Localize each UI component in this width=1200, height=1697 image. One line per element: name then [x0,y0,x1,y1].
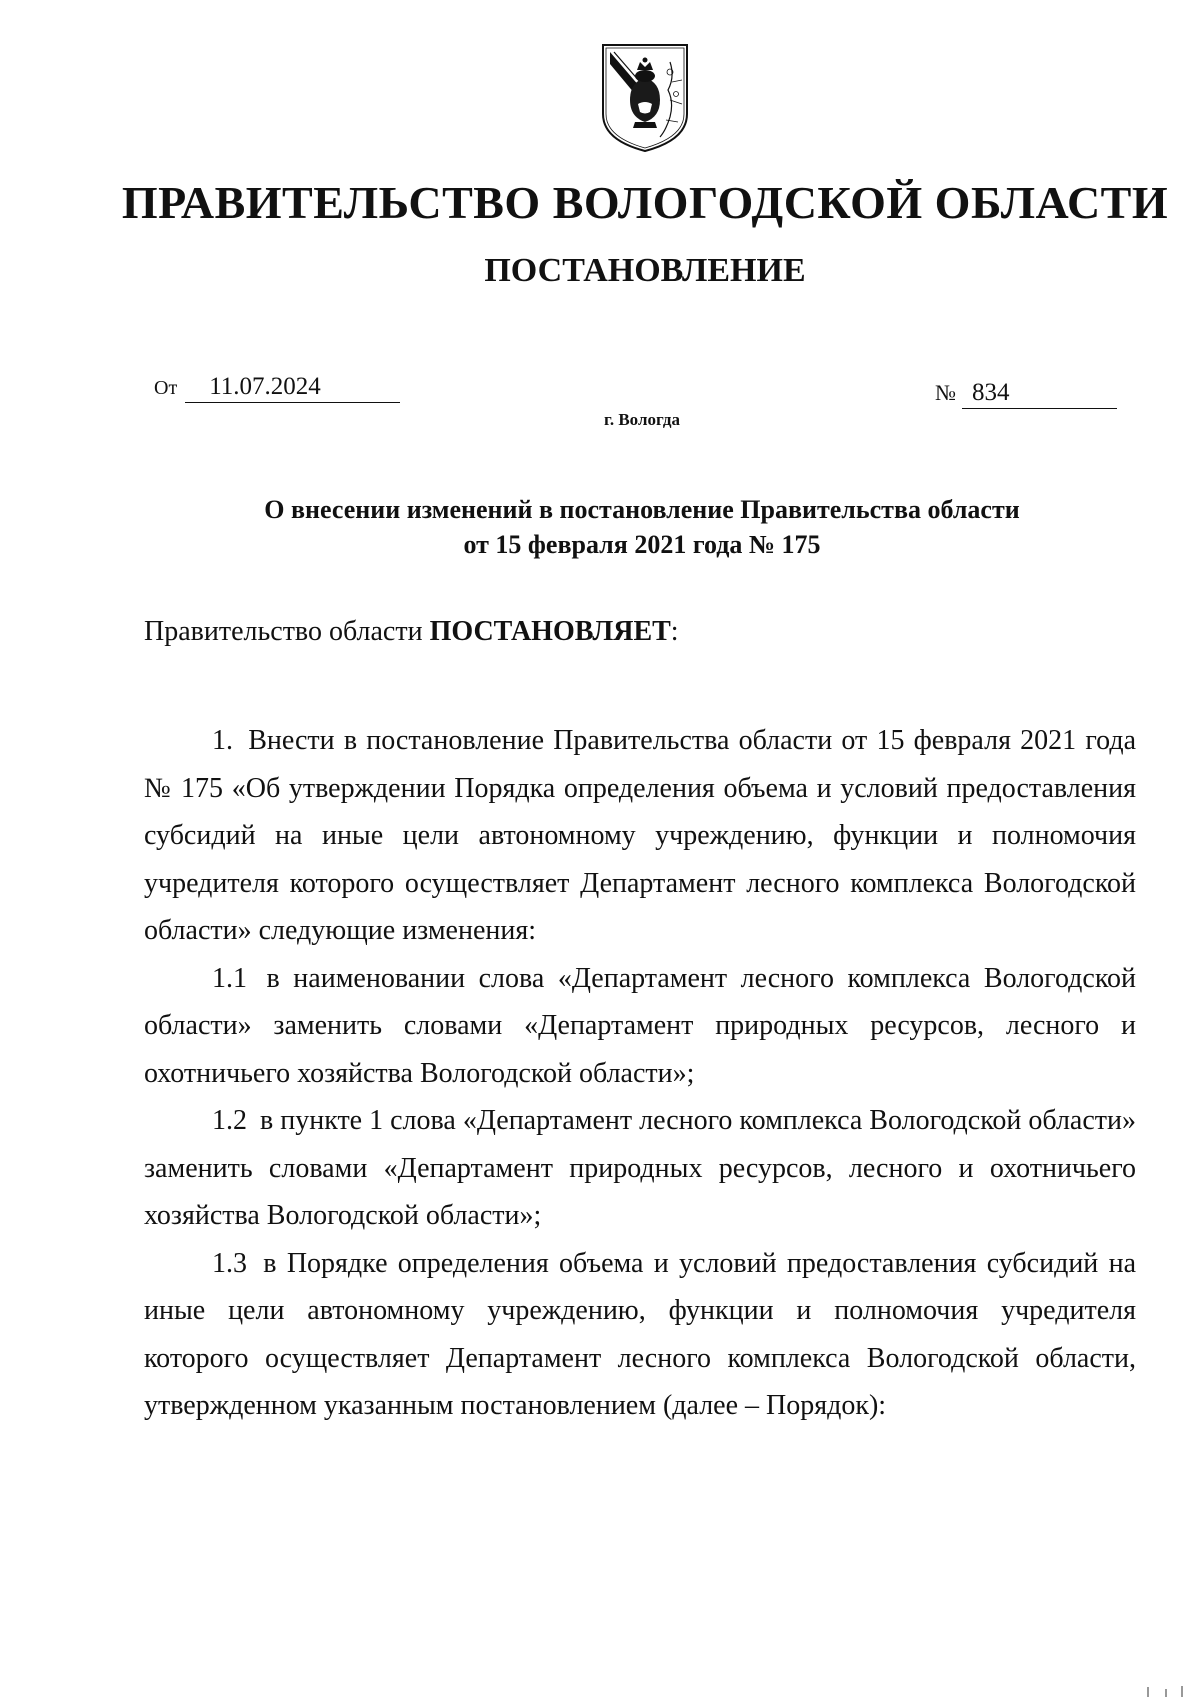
paragraph-number: 1. [212,725,233,756]
paragraph-number: 1.2 [212,1105,247,1136]
subject-line-2: от 15 февраля 2021 года № 175 [463,530,821,559]
paragraph-1-1 [144,955,1136,1098]
preamble-decree-word: ПОСТАНОВЛЯЕТ [429,616,671,647]
number-prefix: № [935,380,956,405]
scan-artifact-mark [1146,1683,1186,1697]
document-number-field [935,378,1117,409]
paragraph-1 [144,717,1136,955]
paragraph-text: в наименовании слова «Департамент лесного комплекса Вологодской области» заменить словами «Департамент природных ресурсов, лесного и охотничьего хозяйства Вологодской области»; [144,962,1136,1089]
document-body [144,717,1136,1430]
preamble [144,616,679,648]
paragraph-text: в пункте 1 слова «Департамент лесного комплекса Вологодской области» заменить словами «Департамент природных ресурсов, лесного и охотничьего хозяйства Вологодской области»; [144,1105,1137,1231]
paragraph-text: Внести в постановление Правительства области от 15 февраля 2021 года № 175 «Об утверждении Порядка определения объема и условий предоставления субсидий на иные цели автономному учреждению, функции и полномочия учредителя которого осуществляет Департамент лесного комплекса Вологодской области» следующие изменения: [144,725,1137,946]
paragraph-number: 1.1 [212,962,247,994]
subject-line-1: О внесении изменений в постановление Правительства области [264,495,1020,524]
document-date-field [154,372,400,403]
paragraph-1-3 [144,1240,1136,1430]
vologda-coat-of-arms-icon [600,42,690,154]
paragraph-number: 1.3 [212,1247,247,1279]
date-prefix: От [154,377,178,399]
paragraph-1-2 [144,1097,1136,1240]
preamble-text: Правительство области [144,616,430,647]
document-number: 834 [962,378,1117,409]
government-title: ПРАВИТЕЛЬСТВО ВОЛОГОДСКОЙ ОБЛАСТИ [121,177,1169,228]
city-label: г. Вологда [604,410,680,429]
paragraph-text: в Порядке определения объема и условий предоставления субсидий на иные цели автономному учреждению, функции и полномочия учредителя которого осуществляет Департамент лесного комплекса Вологодской области, утвержденном указанным постановлением (далее – Порядок): [144,1247,1137,1421]
document-type: ПОСТАНОВЛЕНИЕ [484,252,806,289]
document-date: 11.07.2024 [185,372,400,403]
preamble-colon: : [670,616,679,647]
document-subject [0,492,1200,562]
